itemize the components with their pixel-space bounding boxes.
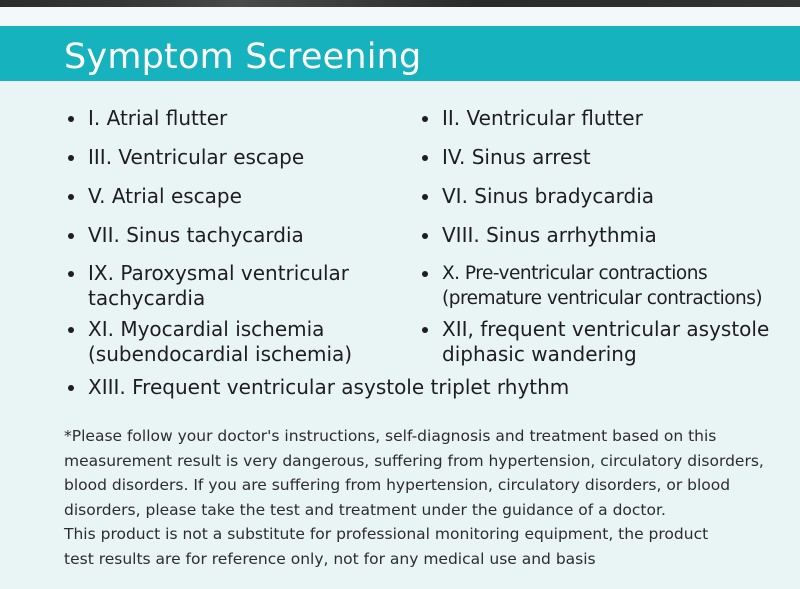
- bullet-icon: [68, 116, 74, 122]
- disclaimer-line: *Please follow your doctor's instructions, self-diagnosis and treatment based on this: [64, 427, 717, 445]
- symptom-item-myocardial-ischemia: [88, 317, 352, 367]
- symptom-item-sinus-bradycardia: [442, 184, 654, 209]
- disclaimer-note: [64, 424, 764, 571]
- symptom-label: XII, frequent ventricular asystole: [442, 317, 770, 341]
- symptom-label-continued: tachycardia: [88, 286, 206, 310]
- symptom-label-continued: diphasic wandering: [442, 342, 637, 366]
- bullet-icon: [422, 116, 428, 122]
- symptom-item-pre-ventricular-contractions: [442, 261, 762, 311]
- bullet-icon: [422, 327, 428, 333]
- bullet-icon: [68, 385, 74, 391]
- symptom-label: VII. Sinus tachycardia: [88, 223, 304, 247]
- symptom-label-continued: (premature ventricular contractions): [442, 288, 763, 309]
- top-spacer: [0, 7, 800, 26]
- disclaimer-line: test results are for reference only, not for any medical use and basis: [64, 549, 596, 568]
- symptom-item-ventricular-flutter: [442, 106, 643, 131]
- symptom-label: VI. Sinus bradycardia: [442, 184, 655, 208]
- bullet-icon: [68, 327, 74, 333]
- symptom-item-sinus-arrest: [442, 145, 591, 170]
- symptom-label-continued: (subendocardial ischemia): [88, 342, 353, 366]
- bullet-icon: [68, 194, 74, 200]
- disclaimer-line: This product is not a substitute for professional monitoring equipment, the product: [64, 525, 709, 543]
- symptom-label: IV. Sinus arrest: [442, 145, 591, 169]
- symptom-item-frequent-ventricular-asystole-triplet: [88, 375, 569, 400]
- symptom-item-frequent-ventricular-asystole-diphasic: [442, 317, 769, 367]
- top-photo-strip: [0, 0, 800, 7]
- symptom-label: I. Atrial flutter: [88, 106, 228, 130]
- symptom-item-atrial-flutter: [88, 106, 227, 131]
- disclaimer-line: measurement result is very dangerous, suffering from hypertension, circulatory disorders,: [64, 451, 764, 470]
- symptom-label: III. Ventricular escape: [88, 145, 305, 169]
- symptom-label: VIII. Sinus arrhythmia: [442, 223, 657, 247]
- bullet-icon: [422, 233, 428, 239]
- bullet-icon: [422, 155, 428, 161]
- bullet-icon: [68, 271, 74, 277]
- symptom-item-ventricular-escape: [88, 145, 304, 170]
- bullet-icon: [68, 155, 74, 161]
- bullet-icon: [422, 194, 428, 200]
- symptom-item-paroxysmal-ventricular-tachycardia: [88, 261, 349, 311]
- bullet-icon: [68, 233, 74, 239]
- page-title: Symptom Screening: [64, 37, 422, 77]
- symptom-item-sinus-arrhythmia: [442, 223, 657, 248]
- symptom-item-atrial-escape: [88, 184, 242, 209]
- symptom-item-sinus-tachycardia: [88, 223, 304, 248]
- symptom-label: II. Ventricular flutter: [442, 106, 643, 130]
- bullet-icon: [422, 271, 428, 277]
- symptom-label: V. Atrial escape: [88, 184, 242, 208]
- disclaimer-line: disorders, please take the test and treatment under the guidance of a doctor.: [64, 500, 666, 519]
- symptom-label: IX. Paroxysmal ventricular: [88, 261, 350, 285]
- symptom-label: X. Pre-ventricular contractions: [442, 263, 708, 284]
- symptom-label: XI. Myocardial ischemia: [88, 317, 325, 341]
- symptom-label: XIII. Frequent ventricular asystole triplet rhythm: [88, 375, 570, 399]
- disclaimer-line: blood disorders. If you are suffering from hypertension, circulatory disorders, or blood: [64, 476, 731, 494]
